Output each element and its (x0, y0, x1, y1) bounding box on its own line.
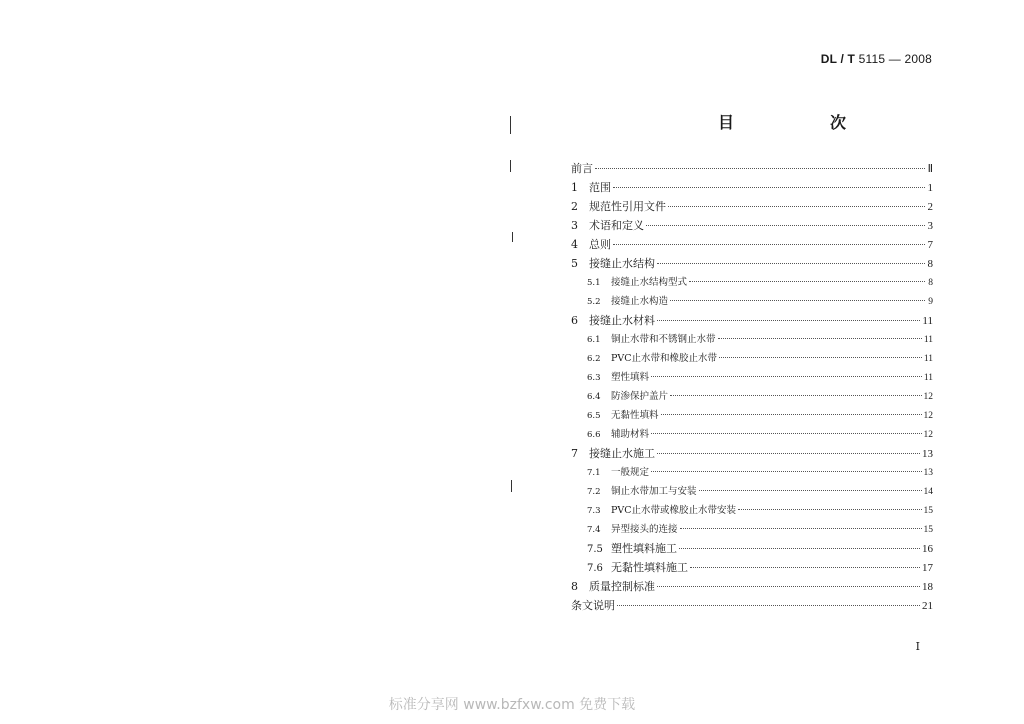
toc-dot-leader (689, 280, 925, 282)
toc-entry-number: 8 (571, 580, 578, 593)
toc-entry (571, 235, 933, 254)
toc-entry (571, 482, 933, 501)
toc-dot-leader (679, 547, 920, 549)
scan-mark (511, 480, 512, 492)
toc-entry (571, 425, 933, 444)
toc-entry-number: 6.3 (587, 373, 601, 383)
toc-entry-page: 11 (923, 335, 933, 345)
toc-entry-page: 1 (927, 182, 933, 194)
toc-entry-label: 无黏性填料 (611, 410, 659, 421)
toc-entry-number: 7.5 (587, 544, 603, 555)
toc-entry-label: 异型接头的连接 (611, 524, 678, 535)
toc-entry-label: 塑性填料施工 (611, 542, 677, 555)
toc-entry-page: 17 (922, 562, 933, 574)
toc-entry-page: 12 (923, 430, 933, 440)
toc-entry-page: 15 (923, 525, 933, 535)
toc-dot-leader (738, 508, 921, 510)
toc-entry (571, 501, 933, 520)
toc-entry (571, 463, 933, 482)
toc-entry-label: 接缝止水构造 (611, 296, 669, 307)
toc-entry-number: 3 (571, 219, 578, 232)
toc-entry-label: 质量控制标准 (589, 580, 655, 593)
toc-title: 目 次 (718, 113, 887, 132)
scan-mark (510, 160, 511, 172)
toc-dot-leader (657, 585, 920, 587)
toc-entry-page: 3 (927, 220, 933, 232)
toc-entry-page: 7 (927, 239, 933, 251)
toc-entry-page: 12 (923, 392, 933, 402)
toc-entry-label: 范围 (589, 181, 611, 194)
toc-dot-leader (657, 319, 920, 321)
toc-entry-number: 6 (571, 314, 578, 327)
toc-entry (571, 216, 933, 235)
toc-entry (571, 596, 933, 615)
toc-entry-number: 5.1 (587, 278, 601, 288)
toc-dot-leader (617, 604, 920, 606)
toc-entry-page: 13 (923, 468, 933, 478)
toc-dot-leader (668, 205, 925, 207)
toc-entry-number: 7.4 (587, 525, 601, 535)
toc-entry-page: 13 (922, 448, 933, 460)
toc-entry-label: 无黏性填料施工 (611, 561, 688, 574)
toc-entry-page: 18 (922, 581, 933, 593)
toc-entry-number: 7 (571, 447, 578, 460)
toc-entry-label: 术语和定义 (589, 219, 644, 232)
toc-dot-leader (651, 432, 921, 434)
toc-entry-page: 21 (922, 600, 933, 612)
toc-entry-page: 9 (928, 297, 933, 307)
standard-code: DL / T 5115 — 2008 (820, 52, 932, 66)
toc-entry-number: 6.6 (587, 430, 601, 440)
toc-entry-page: 2 (927, 201, 933, 213)
toc-entry-number: 6.4 (587, 392, 601, 402)
toc-entry (571, 558, 933, 577)
toc-entry-page: 11 (923, 354, 933, 364)
page-number: I (915, 640, 920, 653)
toc-entry-page: 11 (922, 315, 933, 327)
toc-entry-label: 塑性填料 (611, 372, 650, 383)
toc-entry-page: 12 (923, 411, 933, 421)
toc-entry-label: 总则 (589, 238, 611, 251)
toc-entry-number: 2 (571, 200, 578, 213)
table-of-contents (571, 159, 933, 615)
toc-entry-page: 8 (927, 258, 933, 270)
toc-dot-leader (661, 413, 922, 415)
toc-entry-page: 16 (922, 543, 933, 555)
toc-entry-number: 1 (571, 181, 578, 194)
toc-dot-leader (657, 452, 920, 454)
toc-entry (571, 387, 933, 406)
toc-entry (571, 520, 933, 539)
scan-mark (510, 116, 511, 134)
toc-entry-label: 条文说明 (571, 599, 615, 612)
toc-dot-leader (670, 299, 925, 301)
toc-dot-leader (670, 394, 921, 396)
toc-entry-label: 接缝止水结构型式 (611, 277, 688, 288)
toc-entry-number: 5 (571, 257, 578, 270)
toc-entry (571, 368, 933, 387)
toc-dot-leader (651, 375, 922, 377)
toc-entry-page: 8 (928, 278, 933, 288)
toc-entry-label: 接缝止水施工 (589, 447, 655, 460)
toc-dot-leader (719, 356, 922, 358)
toc-entry-page: Ⅱ (927, 163, 933, 175)
toc-entry-number: 6.2 (587, 354, 601, 364)
toc-entry-label: 防渗保护盖片 (611, 391, 669, 402)
toc-entry-number: 4 (571, 238, 578, 251)
toc-entry-label: 规范性引用文件 (589, 200, 666, 213)
watermark: 标准分享网 www.bzfxw.com 免费下载 (388, 697, 636, 713)
toc-entry-label: 接缝止水结构 (589, 257, 655, 270)
toc-entry (571, 577, 933, 596)
scan-mark (512, 232, 513, 242)
toc-dot-leader (595, 167, 925, 169)
toc-dot-leader (613, 243, 925, 245)
toc-entry (571, 178, 933, 197)
toc-entry (571, 159, 933, 178)
toc-entry (571, 330, 933, 349)
toc-dot-leader (680, 527, 922, 529)
toc-dot-leader (718, 337, 922, 339)
toc-entry-label: PVC止水带和橡胶止水带 (611, 353, 718, 364)
toc-entry-number: 6.5 (587, 411, 601, 421)
toc-entry (571, 539, 933, 558)
toc-entry (571, 273, 933, 292)
toc-entry-page: 11 (923, 373, 933, 383)
toc-entry (571, 197, 933, 216)
toc-entry-number: 7.3 (587, 506, 601, 516)
toc-entry-label: 辅助材料 (611, 429, 650, 440)
toc-entry-label: 铜止水带和不锈钢止水带 (611, 334, 716, 345)
toc-entry (571, 292, 933, 311)
toc-entry-number: 7.2 (587, 487, 601, 497)
toc-dot-leader (651, 470, 921, 472)
toc-entry-label: 接缝止水材料 (589, 314, 655, 327)
toc-entry-label: 一般规定 (611, 467, 650, 478)
toc-dot-leader (699, 489, 922, 491)
toc-entry (571, 349, 933, 368)
toc-dot-leader (613, 186, 925, 188)
toc-entry-page: 15 (923, 506, 933, 516)
toc-entry-number: 7.6 (587, 563, 603, 574)
toc-entry (571, 254, 933, 273)
toc-dot-leader (690, 566, 920, 568)
toc-entry-number: 5.2 (587, 297, 601, 307)
toc-dot-leader (657, 262, 925, 264)
toc-entry-label: 前言 (571, 162, 593, 175)
toc-entry-number: 6.1 (587, 335, 601, 345)
toc-entry-page: 14 (923, 487, 933, 497)
toc-entry-label: PVC止水带或橡胶止水带安装 (611, 505, 737, 516)
toc-entry-label: 铜止水带加工与安装 (611, 486, 697, 497)
toc-entry (571, 406, 933, 425)
toc-dot-leader (646, 224, 925, 226)
toc-entry (571, 311, 933, 330)
toc-entry (571, 444, 933, 463)
toc-entry-number: 7.1 (587, 468, 601, 478)
